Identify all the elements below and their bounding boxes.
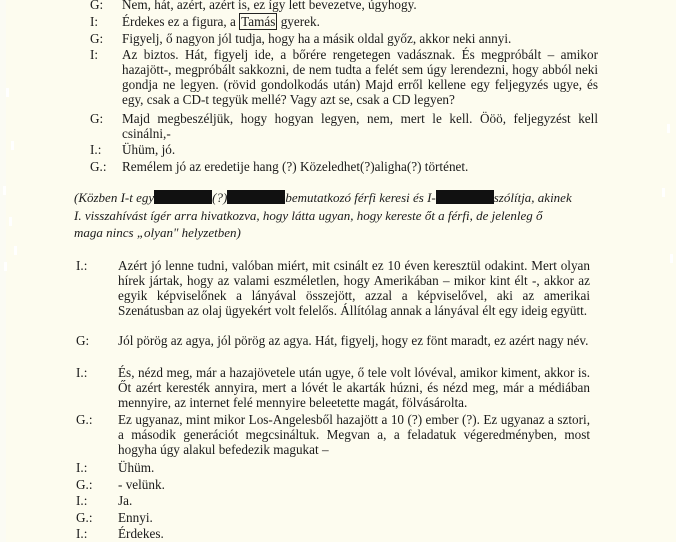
scan-speck (14, 246, 17, 255)
utterance-text: Azért jó lenne tudni, valóban miért, mit csinált ez 10 éven keresztül odakint. Mert olyan hírek jártak, hogy az valami eszméletlen, hogy Amerikában – mikor kint élt -, akkor az egyik képviselőnek a lányával összejött, azzal a képviselővel, aki az amerikai Szenátusban az olaj ügyekért volt felelős. Állítólag annak a lányával élt egy ideig együtt. (118, 258, 590, 318)
italic-note (74, 190, 594, 206)
redaction-block (154, 190, 212, 204)
utterance-text: Ühüm, jó. (122, 142, 176, 157)
redaction-block (227, 190, 285, 204)
scan-speck (6, 88, 9, 97)
italic-note (74, 208, 594, 224)
scan-speck (667, 124, 670, 133)
speaker-label: G: (90, 111, 104, 126)
speaker-label: G.: (76, 510, 93, 525)
utterance-text: Az biztos. Hát, figyelj ide, a bőrére rengetegen vadásznak. És megpróbált – amikor hazajött-, megpróbált sakkozni, de nem tudta a felét sem úgy lerendezni, hogy abból neki gondja ne legyen. (rövid gondolkodás után) Majd erről kellene egy feljegyzés ugye, és egy, csak a CD-t tegyük mellé? Vagy azt se, csak a CD legyen? (122, 47, 598, 107)
scan-speck (11, 141, 14, 150)
speaker-label: I: (90, 47, 99, 62)
speaker-label: G: (76, 333, 90, 348)
utterance-text: Ja. (118, 493, 133, 508)
speaker-label: I.: (76, 526, 88, 541)
speaker-label: I.: (76, 258, 88, 273)
speaker-label: I.: (76, 365, 88, 380)
utterance-text: Figyelj, ő nagyon jól tudja, hogy ha a másik oldal győz, akkor neki annyi. (122, 31, 512, 46)
italic-note (74, 225, 594, 241)
speaker-label: I.: (76, 493, 88, 508)
scan-edge (0, 0, 6, 542)
redaction-block (436, 190, 494, 204)
note-text: (Közben I-t egy (74, 190, 155, 205)
scan-speck (3, 186, 6, 195)
speaker-label: G.: (90, 159, 107, 174)
highlighted-name: Tamás (241, 14, 276, 29)
utterance-text-part: gyerek. (277, 14, 320, 29)
note-text: maga nincs „olyan" helyzetben) (74, 225, 241, 240)
speaker-label: G: (90, 31, 104, 46)
utterance-text: - velünk. (118, 477, 165, 492)
speaker-label: I: (90, 14, 99, 29)
scan-speck (4, 262, 7, 271)
utterance-text: Ühüm. (118, 460, 155, 475)
utterance-text: Remélem jó az eredetije hang (?) Közeledhet(?)aligha(?) történet. (122, 159, 469, 174)
utterance-text-part: Érdekes ez a figura, a (122, 14, 240, 29)
utterance-text (122, 14, 598, 29)
utterance-text: Ennyi. (118, 510, 153, 525)
scan-speck (662, 188, 665, 197)
scan-speck (9, 217, 12, 226)
utterance-text: Majd megbeszéljük, hogy hogyan legyen, nem, mert le kell. Ööö, feljegyzést kell csinálni,- (122, 111, 598, 141)
utterance-text: És, nézd meg, már a hazajövetele után ugye, ő tele volt lóvéval, amikor kiment, akkor is. Őt azért keresték annyira, mert a lóvét le akarták húzni, és nézd meg, már a médiában mennyire, az internet felé mennyire beleetette magát, fölvásárolta. (118, 365, 590, 410)
utterance-text: Érdekes. (118, 526, 164, 541)
note-text: bemutatkozó férfi keresi és I- (285, 190, 436, 205)
utterance-text: Nem, hát, azért, azért is, ez így lett bevezetve, úgyhogy. (122, 0, 417, 12)
speaker-label: G.: (76, 412, 93, 427)
speaker-label: G: (90, 0, 104, 12)
speaker-label: I.: (90, 142, 102, 157)
speaker-label: G.: (76, 477, 93, 492)
note-text: (?) (212, 190, 228, 205)
note-text: I. visszahívást ígér arra hivatkozva, hogy látta ugyan, hogy kereste őt a férfi, de jelenleg ő (74, 208, 543, 223)
scan-speck (670, 254, 673, 263)
note-text: szólítja, akinek (493, 190, 572, 205)
utterance-text: Jól pörög az agya, jól pörög az agya. Hát, figyelj, hogy ez fönt maradt, ez azért nagy név. (118, 333, 589, 348)
utterance-text: Ez ugyanaz, mint mikor Los-Angelesből hazajött a 10 (?) ember (?). Ez ugyanaz a sztori, a második generációt megcsináltuk. Megvan a, a feladatuk végeredményben, most hogyha úgy alakul befedezik magukat – (118, 412, 590, 457)
speaker-label: I.: (76, 460, 88, 475)
